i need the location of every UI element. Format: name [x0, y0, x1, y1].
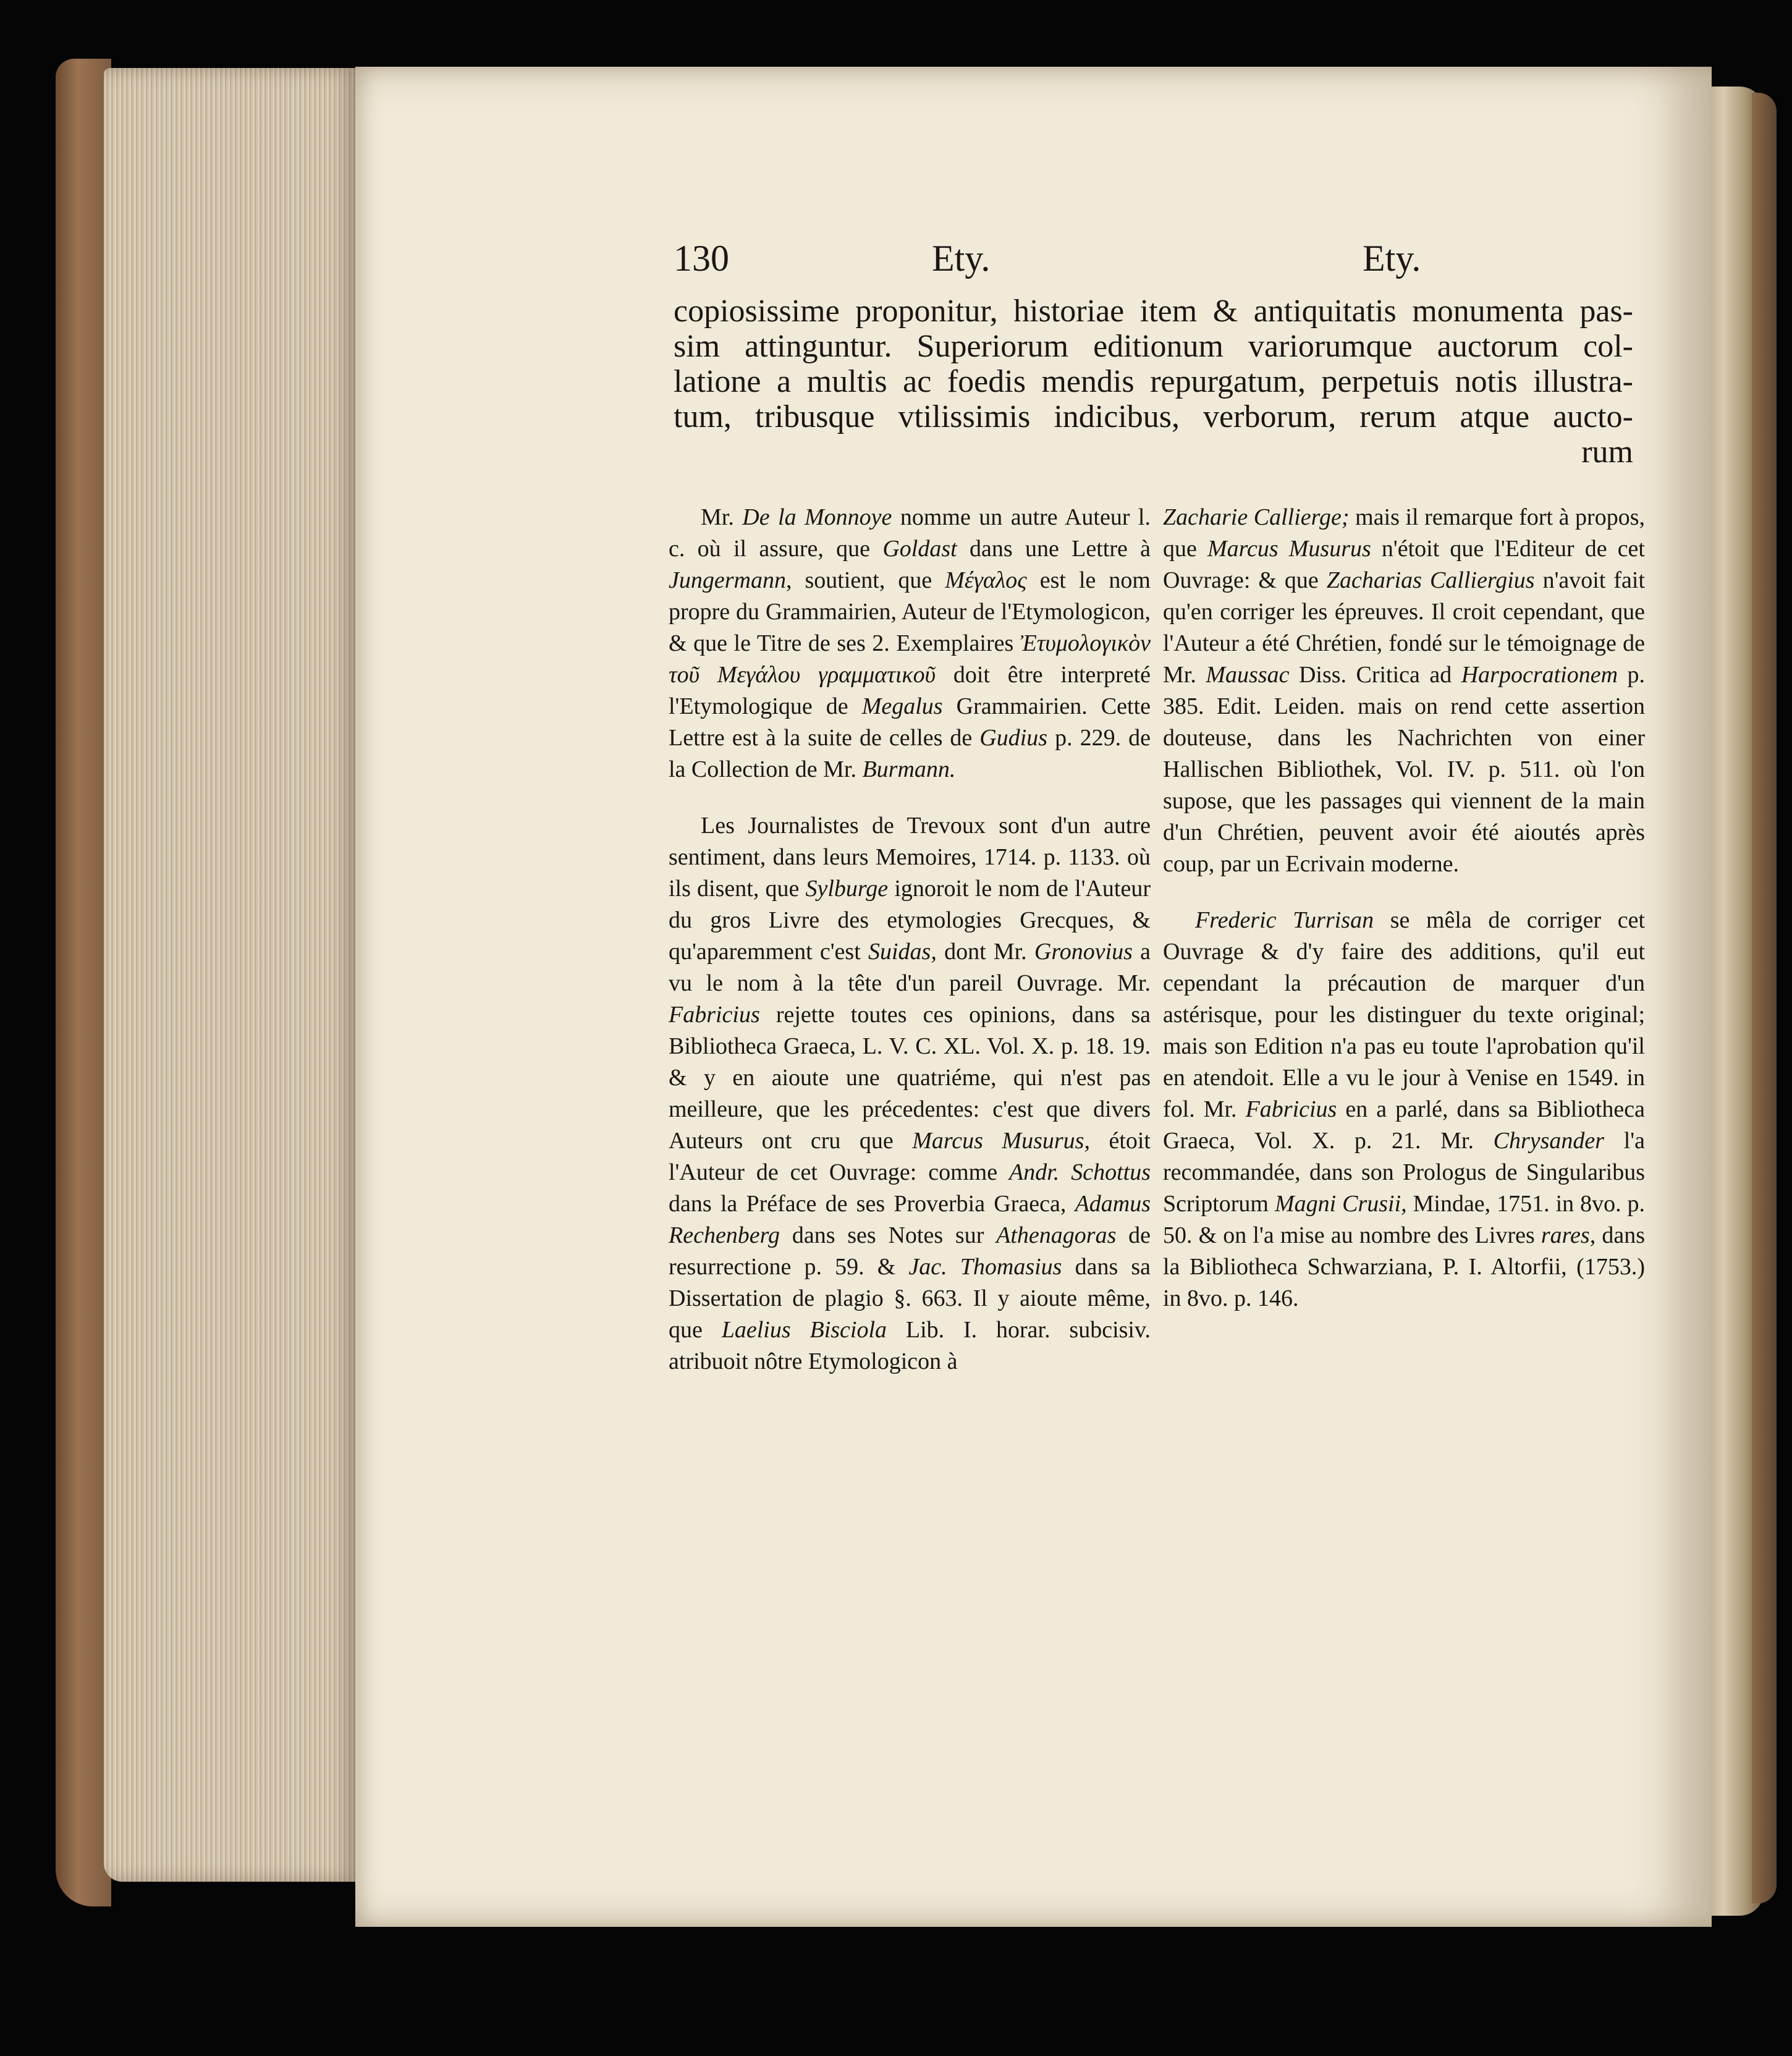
greek-text: Ἐτυμολογικὸν τοῦ Μεγάλου γραμματικοῦ: [669, 630, 1151, 688]
person-name: Goldast: [882, 536, 957, 562]
person-name: Maussac: [1206, 662, 1290, 688]
person-name: Zacharie Callierge;: [1163, 504, 1350, 530]
text-line: sim attinguntur. Superiorum editionum variorumque auctorum col-: [674, 329, 1633, 364]
person-name: Marcus Musurus,: [912, 1128, 1090, 1154]
text-line: copiosissime proponitur, historiae item & antiquitatis monumenta pas-: [674, 294, 1633, 329]
person-name: Fabricius: [669, 1002, 760, 1028]
person-name: Zacharias Calliergius: [1326, 567, 1535, 593]
person-name: Sylburge: [805, 876, 889, 902]
person-name: De la Monnoye: [742, 504, 892, 530]
paragraph: Les Journalistes de Trevoux sont d'un autre sentiment, dans leurs Memoires, 1714. p. 1133. où ils disent, que Sylburge ignoroit le nom de l'Auteur du gros Livre des etymologies Grecques, & qu'aparemment c'est Suidas, dont Mr. Gronovius a vu le nom à la tête d'un pareil Ouvrage. Mr. Fabricius rejette toutes ces opinions, dans sa Bibliotheca Graeca, L. V. C. XL. Vol. X. p. 18. 19. & y en aioute une quatriéme, qui n'est pas meilleure, que les précedentes: c'est que divers Auteurs ont cru que Marcus Musurus, étoit l'Auteur de cet Ouvrage: comme Andr. Schottus dans la Préface de ses Proverbia Graeca, Adamus Rechenberg dans ses Notes sur Athenagoras de resurrectione p. 59. & Jac. Thomasius dans sa Dissertation de plagio §. 663. Il y aioute même, que Laelius Bisciola Lib. I. horar. subcisiv. atribuoit nôtre Etymologicon à: [669, 813, 1151, 1374]
person-name: Chrysander: [1493, 1128, 1605, 1154]
continuation-paragraph: [674, 294, 1633, 470]
paragraph: Zacharie Callierge; mais il remarque fort à propos, que Marcus Musurus n'étoit que l'Editeur de cet Ouvrage: & que Zacharias Calliergius n'avoit fait qu'en corriger les épreuves. Il croit cependant, que l'Auteur a été Chrétien, fondé sur le témoignage de Mr. Maussac Diss. Critica ad Harpocrationem p. 385. Edit. Leiden. mais on rend cette assertion douteuse, dans les Nachrichten von einer Hallischen Bibliothek, Vol. IV. p. 511. où l'on supose, que les passages qui viennent de la main d'un Chrétien, peuvent avoir été aioutés après coup, par un Ecrivain moderne.: [1163, 504, 1646, 877]
text-line: latione a multis ac foedis mendis repurgatum, perpetuis notis illustra-: [674, 364, 1633, 399]
person-name: Jungermann: [669, 567, 786, 593]
emphasis: rares,: [1541, 1222, 1596, 1248]
person-name: Andr. Schottus: [1009, 1159, 1151, 1185]
person-name: Megalus: [861, 693, 943, 719]
person-name: Fabricius: [1245, 1096, 1337, 1122]
left-column: [669, 502, 1151, 1402]
person-name: Harpocrationem: [1461, 662, 1618, 688]
text-line: tum, tribusque vtilissimis indicibus, verborum, rerum atque aucto-: [674, 399, 1633, 434]
person-name: Marcus Musurus: [1207, 536, 1371, 562]
person-name: Athenagoras: [996, 1222, 1117, 1248]
right-column: [1163, 502, 1645, 1339]
catchword: rum: [1581, 434, 1633, 470]
person-name: Gudius: [979, 725, 1048, 751]
running-head-left: Ety.: [932, 238, 991, 279]
person-name: Suidas,: [868, 939, 937, 965]
binding-left: [56, 59, 111, 1906]
person-name: Gronovius: [1034, 939, 1133, 965]
page-number: 130: [674, 238, 729, 279]
paragraph: Frederic Turrisan se mêla de corriger cet Ouvrage & d'y faire des additions, qu'il eut cependant la précaution de marquer d'un astérisque, pour les distinguer du texte original; mais son Edition n'a pas eu toute l'aprobation qu'il en atendoit. Elle a vu le jour à Venise en 1549. in fol. Mr. Fabricius en a parlé, dans sa Bibliotheca Graeca, Vol. X. p. 21. Mr. Chrysander l'a recommandée, dans son Prologus de Singularibus Scriptorum Magni Crusii, Mindae, 1751. in 8vo. p. 50. & on l'a mise au nombre des Livres rares, dans la Bibliotheca Schwarziana, P. I. Altorfii, (1753.) in 8vo. p. 146.: [1163, 907, 1646, 1311]
binding-right: [1752, 93, 1777, 1903]
person-name: Frederic Turrisan: [1195, 907, 1374, 933]
person-name: Adamus Rechenberg: [669, 1191, 1151, 1248]
person-name: Jac. Thomasius: [908, 1254, 1062, 1280]
person-name: Magni Crusii,: [1274, 1191, 1407, 1217]
person-name: Burmann.: [862, 756, 956, 782]
person-name: Laelius Bisciola: [721, 1317, 887, 1343]
greek-text: Μέγαλος: [945, 567, 1027, 593]
paragraph: Mr. De la Monnoye nomme un autre Auteur l. c. où il assure, que Goldast dans une Lettre à Jungermann, soutient, que Μέγαλος est le nom propre du Grammairien, Auteur de l'Etymologicon, & que le Titre de ses 2. Exemplaires Ἐτυμολογικὸν τοῦ Μεγάλου γραμματικοῦ doit être interpreté l'Etymologique de Megalus Grammairien. Cette Lettre est à la suite de celles de Gudius p. 229. de la Collection de Mr. Burmann.: [669, 504, 1151, 782]
page-edges-stack: [104, 68, 358, 1882]
running-head-right: Ety.: [1363, 238, 1421, 279]
